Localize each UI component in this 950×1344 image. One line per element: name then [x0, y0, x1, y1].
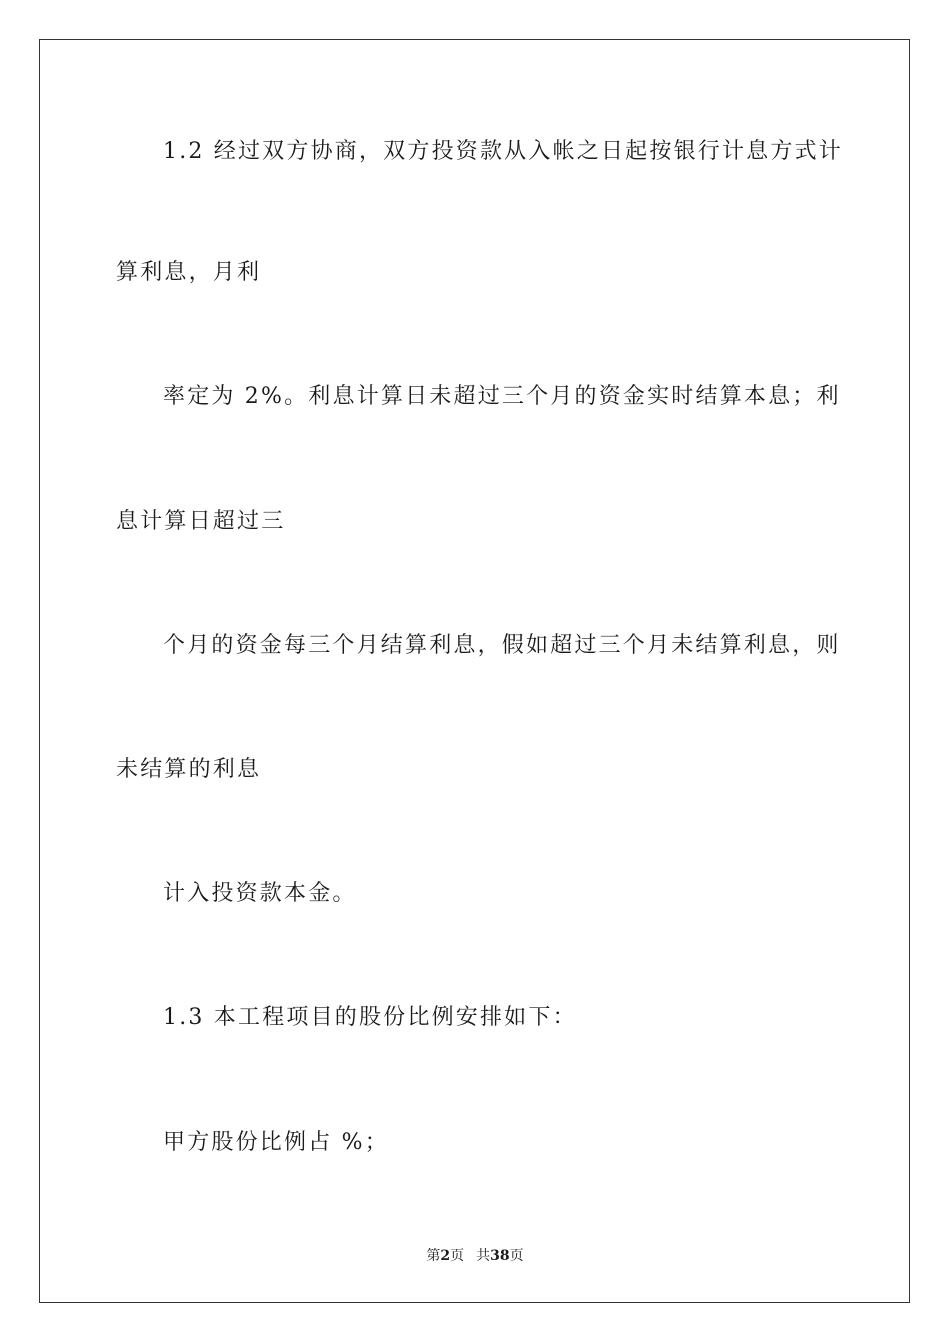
paragraph-line-5: 个月的资金每三个月结算利息，假如超过三个月未结算利息，则 [163, 633, 841, 658]
footer-page-suffix: 页 [450, 1248, 465, 1264]
paragraph-line-9: 甲方股份比例占 %； [163, 1130, 389, 1155]
section-heading-1-3: 1.3 本工程项目的股份比例安排如下： [163, 1005, 577, 1030]
paragraph-line-4: 息计算日超过三 [116, 509, 286, 534]
footer-total-suffix: 页 [509, 1248, 524, 1264]
footer-total-prefix: 共 [476, 1248, 491, 1264]
paragraph-line-6: 未结算的利息 [116, 757, 262, 782]
paragraph-line-7: 计入投资款本金。 [163, 881, 357, 906]
paragraph-line-2: 算利息，月利 [116, 260, 262, 285]
footer-total-pages: 38 [490, 1248, 510, 1264]
paragraph-line-1: 1.2 经过双方协商，双方投资款从入帐之日起按银行计息方式计 [163, 139, 843, 164]
paragraph-line-3: 率定为 2%。利息计算日未超过三个月的资金实时结算本息；利 [163, 384, 841, 409]
page-border [39, 39, 910, 1303]
page-footer [0, 1246, 950, 1266]
footer-page-number: 2 [440, 1248, 451, 1264]
footer-page-prefix: 第 [426, 1248, 441, 1264]
